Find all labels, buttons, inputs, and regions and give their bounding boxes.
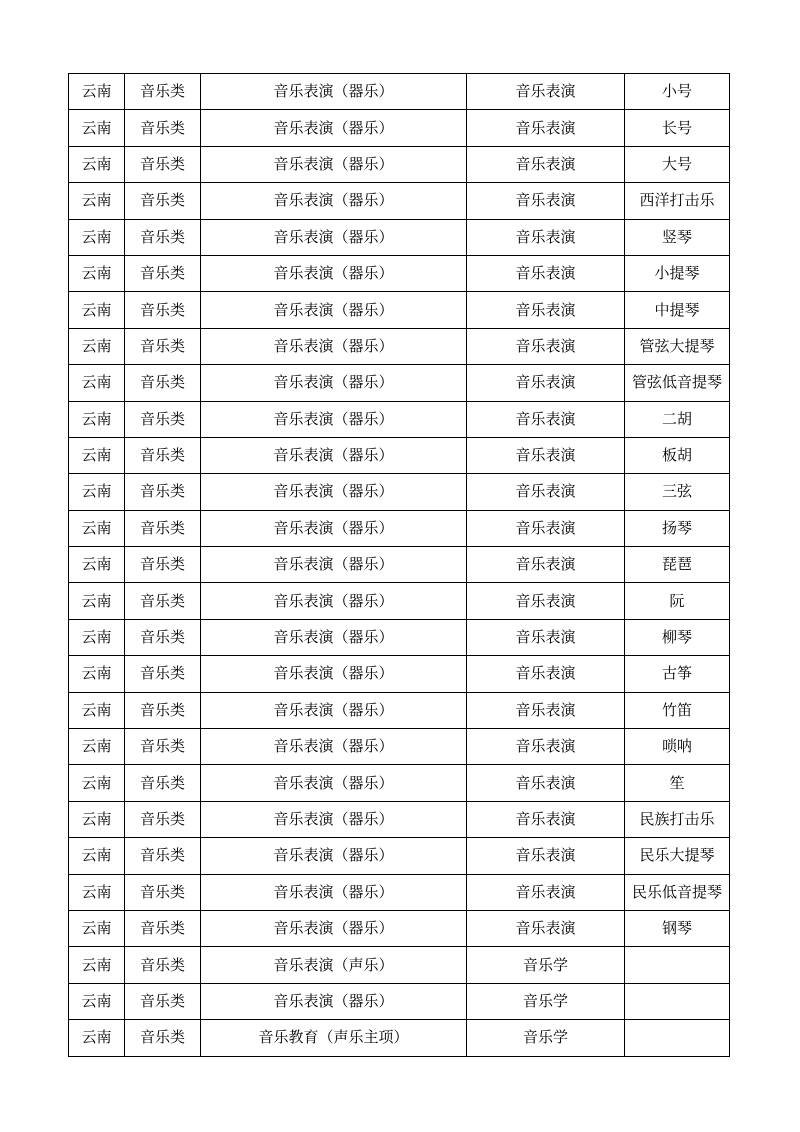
table-row [69,255,730,291]
category-cell: 音乐类 [125,219,201,255]
instrument-cell: 长号 [625,110,730,146]
category-cell: 音乐类 [125,547,201,583]
province-cell: 云南 [69,874,125,910]
table-row [69,110,730,146]
major-cell: 音乐表演（器乐） [201,547,467,583]
category-cell: 音乐类 [125,583,201,619]
subject-cell: 音乐表演 [467,656,625,692]
province-cell: 云南 [69,510,125,546]
table-row [69,765,730,801]
category-cell: 音乐类 [125,801,201,837]
table-row [69,510,730,546]
table-row [69,656,730,692]
major-cell: 音乐表演（器乐） [201,328,467,364]
subject-cell: 音乐表演 [467,547,625,583]
table-row [69,729,730,765]
subject-cell: 音乐表演 [467,910,625,946]
category-cell: 音乐类 [125,1020,201,1056]
province-cell: 云南 [69,619,125,655]
subject-cell: 音乐表演 [467,328,625,364]
category-cell: 音乐类 [125,619,201,655]
instrument-cell [625,947,730,983]
major-cell: 音乐表演（器乐） [201,692,467,728]
major-cell: 音乐表演（器乐） [201,729,467,765]
major-cell: 音乐表演（声乐） [201,947,467,983]
category-cell: 音乐类 [125,765,201,801]
instrument-cell: 大号 [625,146,730,182]
table-row [69,874,730,910]
province-cell: 云南 [69,183,125,219]
subject-cell: 音乐表演 [467,692,625,728]
instrument-cell: 小提琴 [625,255,730,291]
subject-cell: 音乐表演 [467,401,625,437]
major-cell: 音乐表演（器乐） [201,183,467,219]
province-cell: 云南 [69,547,125,583]
category-cell: 音乐类 [125,74,201,110]
table-row [69,547,730,583]
instrument-cell: 二胡 [625,401,730,437]
major-cell: 音乐表演（器乐） [201,255,467,291]
table-body [69,74,730,1057]
table-row [69,474,730,510]
province-cell: 云南 [69,474,125,510]
province-cell: 云南 [69,910,125,946]
instrument-cell: 小号 [625,74,730,110]
province-cell: 云南 [69,838,125,874]
instrument-cell: 阮 [625,583,730,619]
table-row [69,146,730,182]
category-cell: 音乐类 [125,401,201,437]
category-cell: 音乐类 [125,510,201,546]
instrument-cell: 民族打击乐 [625,801,730,837]
province-cell: 云南 [69,437,125,473]
category-cell: 音乐类 [125,183,201,219]
major-cell: 音乐表演（器乐） [201,74,467,110]
subject-cell: 音乐表演 [467,110,625,146]
instrument-cell: 唢呐 [625,729,730,765]
category-cell: 音乐类 [125,292,201,328]
major-cell: 音乐表演（器乐） [201,656,467,692]
instrument-cell: 古筝 [625,656,730,692]
table-row [69,401,730,437]
subject-cell: 音乐表演 [467,146,625,182]
instrument-cell: 中提琴 [625,292,730,328]
table-row [69,437,730,473]
province-cell: 云南 [69,765,125,801]
instrument-cell: 琵琶 [625,547,730,583]
province-cell: 云南 [69,401,125,437]
major-cell: 音乐表演（器乐） [201,838,467,874]
table-row [69,692,730,728]
category-cell: 音乐类 [125,328,201,364]
subject-cell: 音乐表演 [467,474,625,510]
table-row [69,1020,730,1056]
category-cell: 音乐类 [125,729,201,765]
table-row [69,838,730,874]
table-row [69,947,730,983]
category-cell: 音乐类 [125,255,201,291]
table-row [69,801,730,837]
major-cell: 音乐表演（器乐） [201,874,467,910]
major-cell: 音乐表演（器乐） [201,292,467,328]
instrument-cell: 民乐低音提琴 [625,874,730,910]
major-cell: 音乐表演（器乐） [201,437,467,473]
major-cell: 音乐表演（器乐） [201,910,467,946]
subject-cell: 音乐表演 [467,583,625,619]
instrument-cell [625,1020,730,1056]
province-cell: 云南 [69,729,125,765]
major-cell: 音乐表演（器乐） [201,146,467,182]
province-cell: 云南 [69,292,125,328]
major-cell: 音乐表演（器乐） [201,474,467,510]
subject-cell: 音乐表演 [467,437,625,473]
category-cell: 音乐类 [125,146,201,182]
subject-cell: 音乐表演 [467,874,625,910]
admissions-table [68,73,730,1057]
category-cell: 音乐类 [125,656,201,692]
instrument-cell: 管弦大提琴 [625,328,730,364]
category-cell: 音乐类 [125,947,201,983]
instrument-cell: 三弦 [625,474,730,510]
table-row [69,183,730,219]
category-cell: 音乐类 [125,874,201,910]
table-row [69,910,730,946]
instrument-cell: 笙 [625,765,730,801]
table-row [69,583,730,619]
table-row [69,74,730,110]
major-cell: 音乐表演（器乐） [201,110,467,146]
subject-cell: 音乐表演 [467,801,625,837]
province-cell: 云南 [69,74,125,110]
province-cell: 云南 [69,255,125,291]
subject-cell: 音乐表演 [467,255,625,291]
subject-cell: 音乐表演 [467,183,625,219]
province-cell: 云南 [69,110,125,146]
subject-cell: 音乐表演 [467,365,625,401]
province-cell: 云南 [69,583,125,619]
subject-cell: 音乐学 [467,983,625,1019]
province-cell: 云南 [69,947,125,983]
major-cell: 音乐表演（器乐） [201,401,467,437]
province-cell: 云南 [69,146,125,182]
province-cell: 云南 [69,328,125,364]
category-cell: 音乐类 [125,983,201,1019]
subject-cell: 音乐表演 [467,510,625,546]
major-cell: 音乐表演（器乐） [201,765,467,801]
instrument-cell: 竖琴 [625,219,730,255]
subject-cell: 音乐表演 [467,219,625,255]
major-cell: 音乐表演（器乐） [201,510,467,546]
table-row [69,292,730,328]
province-cell: 云南 [69,656,125,692]
instrument-cell: 柳琴 [625,619,730,655]
category-cell: 音乐类 [125,437,201,473]
major-cell: 音乐表演（器乐） [201,219,467,255]
province-cell: 云南 [69,1020,125,1056]
major-cell: 音乐表演（器乐） [201,583,467,619]
province-cell: 云南 [69,801,125,837]
instrument-cell: 板胡 [625,437,730,473]
province-cell: 云南 [69,219,125,255]
province-cell: 云南 [69,692,125,728]
instrument-cell: 扬琴 [625,510,730,546]
subject-cell: 音乐表演 [467,765,625,801]
table-row [69,983,730,1019]
major-cell: 音乐表演（器乐） [201,801,467,837]
category-cell: 音乐类 [125,365,201,401]
major-cell: 音乐表演（器乐） [201,983,467,1019]
category-cell: 音乐类 [125,838,201,874]
table-row [69,365,730,401]
instrument-cell: 钢琴 [625,910,730,946]
subject-cell: 音乐表演 [467,838,625,874]
subject-cell: 音乐表演 [467,74,625,110]
province-cell: 云南 [69,983,125,1019]
instrument-cell: 竹笛 [625,692,730,728]
major-cell: 音乐表演（器乐） [201,365,467,401]
category-cell: 音乐类 [125,910,201,946]
instrument-cell: 管弦低音提琴 [625,365,730,401]
province-cell: 云南 [69,365,125,401]
instrument-cell [625,983,730,1019]
subject-cell: 音乐学 [467,947,625,983]
table-row [69,619,730,655]
table-row [69,328,730,364]
subject-cell: 音乐学 [467,1020,625,1056]
category-cell: 音乐类 [125,692,201,728]
major-cell: 音乐表演（器乐） [201,619,467,655]
category-cell: 音乐类 [125,474,201,510]
instrument-cell: 民乐大提琴 [625,838,730,874]
category-cell: 音乐类 [125,110,201,146]
instrument-cell: 西洋打击乐 [625,183,730,219]
major-cell: 音乐教育（声乐主项） [201,1020,467,1056]
subject-cell: 音乐表演 [467,619,625,655]
subject-cell: 音乐表演 [467,292,625,328]
table-row [69,219,730,255]
subject-cell: 音乐表演 [467,729,625,765]
